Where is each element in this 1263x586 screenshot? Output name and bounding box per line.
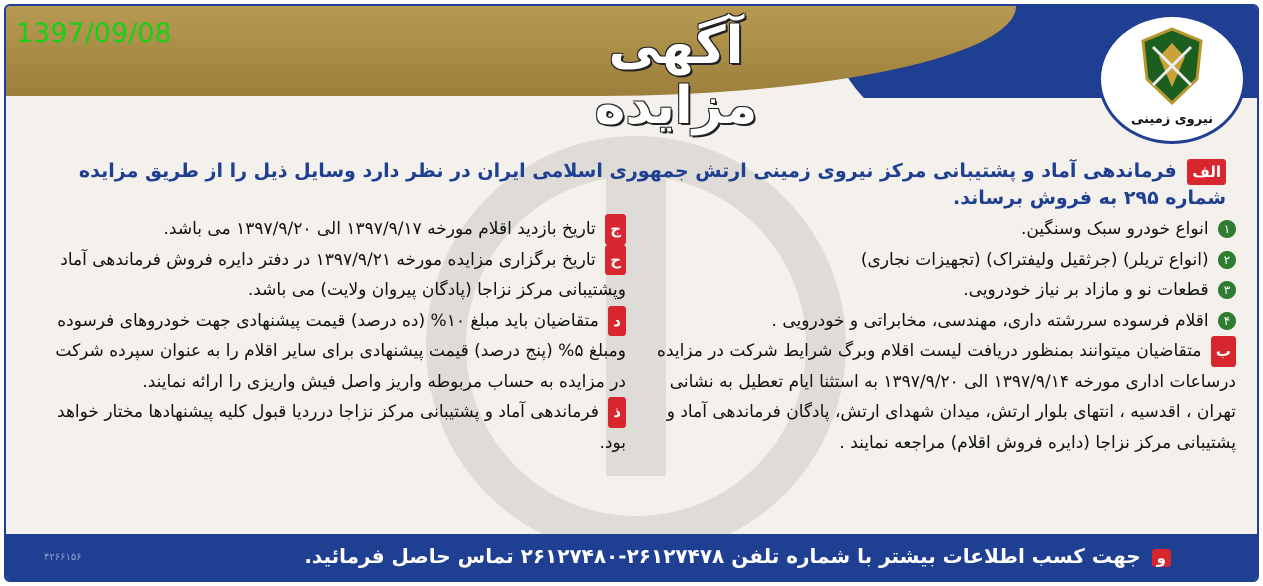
left-column: [46, 214, 626, 458]
list-item: [636, 275, 1236, 306]
section-tag: ج: [605, 214, 626, 245]
section-z-text: فرماندهی آماد و پشتیبانی مرکز نزاجا درردیا قبول کلیه پیشنهادها مختار خواهد بود.: [57, 402, 626, 453]
section-tag: ح: [605, 245, 626, 276]
item-number: ۳: [1218, 281, 1236, 299]
advertisement-frame: [4, 4, 1259, 582]
list-item: [636, 245, 1236, 276]
section-h: [46, 245, 626, 306]
section-tag: الف: [1187, 159, 1226, 185]
list-item: [636, 306, 1236, 337]
date-stamp: 1397/09/08: [16, 18, 172, 49]
item-text: اقلام فرسوده سررشته داری، مهندسی، مخابراتی و خودرویی .: [771, 310, 1209, 331]
intro-text: فرماندهی آماد و پشتیبانی مرکز نیروی زمینی ارتش جمهوری اسلامی ایران در نظر دارد وسایل ذیل را از طریق مزایده شماره ۲۹۵ به فروش برساند.: [78, 160, 1226, 209]
ad-code: ۴۲۶۶۱۵۶: [44, 552, 82, 563]
section-j-text: تاریخ بازدید اقلام مورخه ۱۳۹۷/۹/۱۷ الی ۱۳۹۷/۹/۲۰ می باشد.: [163, 219, 596, 239]
section-b-text: متقاضیان میتوانند بمنظور دریافت لیست اقلام وبرگ شرایط شرکت در مزایده درساعات اداری مورخه ۱۳۹۷/۹/۱۴ الی ۱۳۹۷/۹/۲۰ به استثنا ایام تعطیل به نشانی تهران ، اقدسیه ، انتهای بلوار ارتش، میدان شهدای ارتش، پادگان فرماندهی آماد و پشتیبانی مرکز نزاجا (دایره فروش اقلام) مراجعه نمایند .: [657, 341, 1236, 453]
section-j: [46, 214, 626, 245]
section-tag: ب: [1211, 336, 1236, 367]
section-tag: د: [608, 306, 626, 337]
footer-contact-text: جهت کسب اطلاعات بیشتر با شماره تلفن ۲۶۱۲۷۴۷۸-۲۶۱۲۷۴۸۰ تماس حاصل فرمائید.: [304, 544, 1141, 568]
item-text: قطعات نو و مازاد بر نیاز خودرویی.: [963, 280, 1209, 300]
right-column: [636, 214, 1236, 458]
section-tag: و: [1152, 549, 1171, 567]
army-emblem-icon: [1139, 27, 1205, 105]
item-text: انواع خودرو سبک وسنگین.: [1020, 219, 1209, 239]
section-b: [636, 336, 1236, 458]
footer-bar: [6, 534, 1259, 582]
section-tag: ذ: [608, 397, 626, 428]
item-number: ۲: [1218, 251, 1236, 269]
item-text: (انواع تریلر) (جرثقیل ولیفتراک) (تجهیزات نجاری): [860, 249, 1209, 270]
army-logo: [1098, 14, 1246, 144]
section-d: [46, 306, 626, 398]
footer-contact: [304, 544, 1171, 568]
section-z: [46, 397, 626, 458]
list-item: [636, 214, 1236, 245]
section-d-text: متقاضیان باید مبلغ ۱۰% (ده درصد) قیمت پیشنهادی جهت خودروهای فرسوده ومبلغ ۵% (پنج درصد) قیمت پیشنهادی برای سایر اقلام را به عنوان سپرده شرکت در مزایده به حساب مربوطه واریز واصل فیش واریزی را ارائه نمایند.: [55, 310, 626, 392]
intro-paragraph: [66, 158, 1226, 211]
logo-caption: نیروی زمینی: [1130, 112, 1214, 127]
page-title: آگهی مزایده: [594, 16, 758, 136]
item-number: ۴: [1218, 312, 1236, 330]
section-h-text: تاریخ برگزاری مزایده مورخه ۱۳۹۷/۹/۲۱ در دفتر دایره فروش فرماندهی آماد وپشتیبانی مرکز نزاجا (پادگان پیروان ولایت) می باشد.: [60, 249, 626, 300]
item-number: ۱: [1218, 220, 1236, 238]
